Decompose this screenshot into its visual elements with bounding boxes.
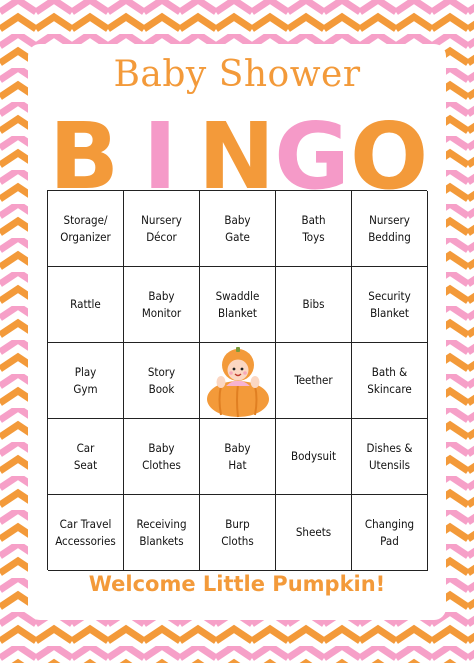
bingo-letter-o: O xyxy=(350,103,429,210)
bingo-cell: Burp Cloths xyxy=(200,495,276,571)
title: Baby Shower xyxy=(113,54,361,95)
bingo-cell: Sheets xyxy=(276,495,352,571)
bingo-cell: Car Seat xyxy=(48,419,124,495)
bingo-cell: Changing Pad xyxy=(352,495,428,571)
bingo-cell: Story Book xyxy=(124,343,200,419)
bingo-cell: Car Travel Accessories xyxy=(48,495,124,571)
bingo-cell: Baby Clothes xyxy=(124,419,200,495)
bingo-cell: Bodysuit xyxy=(276,419,352,495)
bingo-cell: Teether xyxy=(276,343,352,419)
footer-tagline: Welcome Little Pumpkin! xyxy=(88,572,386,596)
bingo-cell: Baby Hat xyxy=(200,419,276,495)
bingo-letter-g: G xyxy=(274,103,350,210)
bingo-cell: Nursery Décor xyxy=(124,191,200,267)
bingo-cell: Bath Toys xyxy=(276,191,352,267)
bingo-letter-b: B xyxy=(48,103,120,210)
baby-pumpkin-icon xyxy=(201,344,275,418)
bingo-cell: Security Blanket xyxy=(352,267,428,343)
bingo-letter-i: I xyxy=(142,103,178,210)
bingo-cell: Bath & Skincare xyxy=(352,343,428,419)
bingo-cell: Nursery Bedding xyxy=(352,191,428,267)
bingo-card xyxy=(28,44,446,620)
bingo-cell: Rattle xyxy=(48,267,124,343)
bingo-cell: Baby Monitor xyxy=(124,267,200,343)
bingo-cell: Dishes & Utensils xyxy=(352,419,428,495)
bingo-cell: Bibs xyxy=(276,267,352,343)
bingo-letter-n: N xyxy=(198,103,275,210)
bingo-cell: Swaddle Blanket xyxy=(200,267,276,343)
bingo-cell: Baby Gate xyxy=(200,191,276,267)
bingo-cell: Storage/ Organizer xyxy=(48,191,124,267)
bingo-cell: Receiving Blankets xyxy=(124,495,200,571)
bingo-cell: Play Gym xyxy=(48,343,124,419)
bingo-grid xyxy=(47,190,427,570)
free-space-cell xyxy=(200,343,276,419)
